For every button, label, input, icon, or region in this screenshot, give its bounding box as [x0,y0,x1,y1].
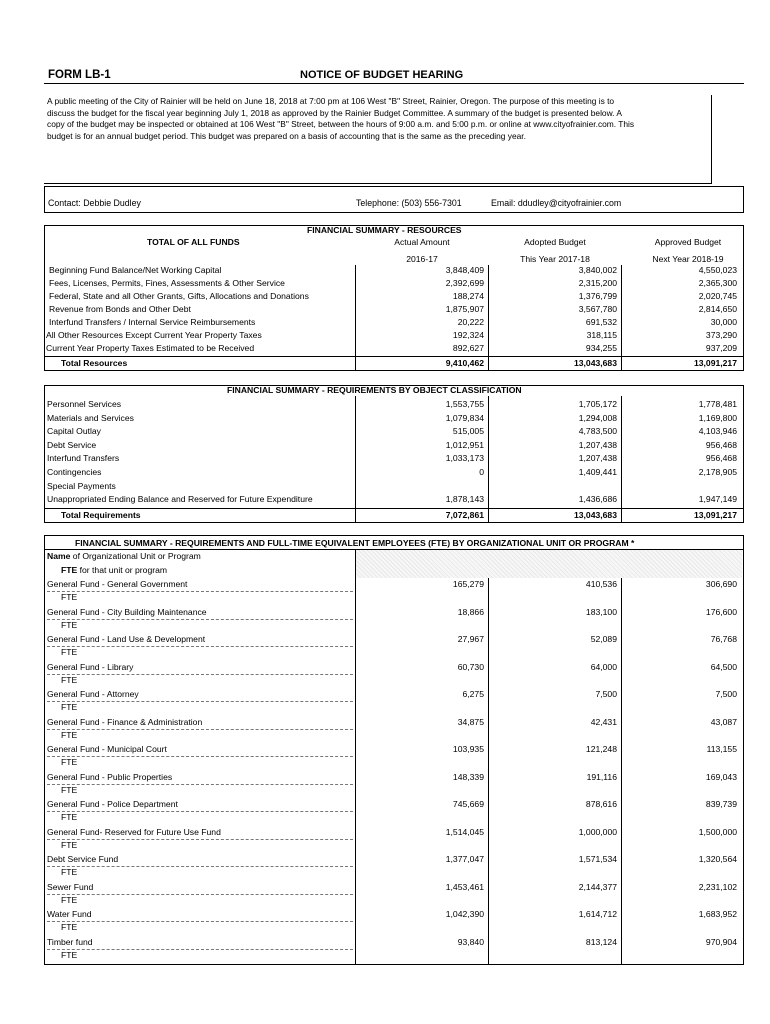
fte-label: FTE [61,922,78,932]
row-separator [47,866,353,867]
fte-unit-label: General Fund - Finance & Administration [47,716,203,727]
table-cell-adopted: 1,705,172 [578,399,617,409]
table-cell-adopted: 4,783,500 [578,426,617,437]
resources-total-label: Total Resources [61,358,128,368]
fte-sub-header [61,565,167,576]
row-separator [47,646,353,647]
row-separator [47,949,353,950]
table-cell-adopted: 934,255 [585,343,617,353]
fte-table [44,535,744,965]
fte-unit-label: Timber fund [47,936,93,947]
fte-unit-approved: 839,739 [705,799,737,809]
col-header-approved-year: Next Year 2018-19 [652,254,724,264]
fte-title: FINANCIAL SUMMARY - REQUIREMENTS AND FULL-TIME EQUIVALENT EMPLOYEES (FTE) BY ORGANIZATIONAL UNIT OR PROGRAM * [75,538,635,548]
table-row-label: Capital Outlay [47,426,101,437]
table-row-label: Unappropriated Ending Balance and Reserved for Future Expenditure [47,494,313,505]
table-cell-approved: 2,178,905 [698,467,737,477]
fte-unit-adopted: 1,000,000 [578,826,617,837]
row-separator [47,839,353,840]
intro-paragraph [44,95,712,184]
row-separator [47,591,353,592]
table-row-label: Materials and Services [47,412,134,423]
table-cell-actual: 1,875,907 [445,304,484,314]
fte-unit-label: General Fund- Reserved for Future Use Fund [47,826,221,837]
row-separator [47,756,353,757]
resources-total-approved: 13,091,217 [693,358,737,368]
fte-unit-approved: 43,087 [710,716,737,727]
fte-unit-label: Sewer Fund [47,881,94,892]
fte-unit-actual: 93,840 [457,936,484,947]
table-cell-approved: 956,468 [705,453,737,464]
fte-unit-approved: 176,600 [705,606,737,617]
fte-label: FTE [61,729,78,740]
row-separator [47,784,353,785]
fte-unit-actual: 18,866 [457,606,484,617]
fte-unit-actual: 103,935 [452,744,484,754]
fte-name-header-rest: of Organizational Unit or Program [70,551,201,561]
col-header-adopted: Adopted Budget [524,237,586,247]
table-row-label: Special Payments [47,480,116,491]
fte-unit-adopted: 121,248 [585,744,617,754]
fte-unit-adopted: 191,116 [586,771,617,782]
fte-unit-label: General Fund - Municipal Court [47,744,167,754]
table-cell-actual: 1,553,755 [445,399,484,409]
fte-sub-header-bold: FTE [61,565,78,575]
fte-unit-adopted: 64,000 [590,661,617,672]
resources-label-header: TOTAL OF ALL FUNDS [147,237,240,247]
intro-line: budget is for an annual budget period. This budget was prepared on a basis of accounting that is the same as the preceding year. [47,130,526,141]
column-divider [621,578,622,965]
table-cell-adopted: 691,532 [585,317,617,327]
fte-name-header-bold: Name [47,551,71,561]
fte-unit-actual: 34,875 [457,716,484,727]
intro-line: discuss the budget for the fiscal year beginning July 1, 2018 as approved by the Rainier Budget Committee. A summary of the budget is presented below. A [47,107,622,118]
fte-label: FTE [61,674,78,685]
fte-unit-approved: 7,500 [715,689,737,699]
contact-box [44,186,744,213]
table-cell-approved: 1,778,481 [698,399,737,409]
fte-header-divider [45,549,743,550]
table-cell-actual: 3,848,409 [445,265,484,275]
table-row-label: Interfund Transfers [47,453,120,464]
requirements-total-actual: 7,072,861 [445,510,484,520]
fte-unit-actual: 1,453,461 [445,881,484,892]
fte-header-shade [356,550,742,578]
fte-unit-adopted: 410,536 [585,579,617,589]
table-cell-actual: 192,324 [452,330,484,340]
fte-label: FTE [61,647,78,657]
fte-label: FTE [61,757,78,767]
table-cell-approved: 4,550,023 [698,265,737,275]
col-header-actual: Actual Amount [394,237,450,247]
resources-total-actual: 9,410,462 [445,358,484,368]
table-cell-approved: 937,209 [705,343,737,353]
table-row-label: Revenue from Bonds and Other Debt [49,304,191,314]
column-divider [621,396,622,523]
fte-label: FTE [61,592,78,602]
column-divider [355,549,356,965]
table-cell-actual: 2,392,699 [445,278,484,288]
resources-title: FINANCIAL SUMMARY - RESOURCES [307,225,462,235]
row-separator [47,674,353,675]
column-divider [355,396,356,523]
fte-unit-approved: 1,683,952 [698,909,737,919]
contact-telephone: Telephone: (503) 556-7301 [356,198,462,208]
fte-unit-label: General Fund - Public Properties [47,771,173,782]
table-cell-adopted: 3,840,002 [578,265,617,275]
fte-unit-adopted: 1,571,534 [578,854,617,864]
table-row-label: Interfund Transfers / Internal Service Reimbursements [49,317,256,327]
fte-label: FTE [61,702,78,712]
fte-unit-approved: 169,043 [705,771,737,782]
fte-unit-label: General Fund - Attorney [47,689,139,699]
table-cell-approved: 30,000 [710,317,737,327]
fte-name-header [47,551,201,562]
fte-unit-label: Debt Service Fund [47,854,119,864]
fte-unit-approved: 1,320,564 [698,854,737,864]
column-divider [488,396,489,523]
fte-label: FTE [61,894,78,905]
table-cell-approved: 956,468 [705,439,737,450]
table-cell-actual: 20,222 [457,317,484,327]
fte-unit-approved: 2,231,102 [698,881,737,892]
resources-table [44,225,744,371]
table-cell-adopted: 2,315,200 [578,278,617,288]
requirements-title: FINANCIAL SUMMARY - REQUIREMENTS BY OBJECT CLASSIFICATION [227,385,522,395]
fte-unit-label: Water Fund [47,909,92,919]
table-cell-approved: 1,947,149 [698,494,737,505]
fte-unit-actual: 27,967 [457,634,484,644]
fte-unit-label: General Fund - Land Use & Development [47,634,206,644]
fte-label: FTE [61,619,78,630]
row-separator [47,729,353,730]
requirements-total-adopted: 13,043,683 [573,510,617,520]
fte-unit-adopted: 878,616 [585,799,617,809]
table-cell-approved: 4,103,946 [698,426,737,437]
table-row-label: Beginning Fund Balance/Net Working Capital [49,265,222,275]
total-divider [45,356,743,357]
fte-unit-actual: 6,275 [462,689,484,699]
fte-unit-actual: 165,279 [452,579,484,589]
table-row-label: Contingencies [47,467,102,477]
fte-unit-approved: 306,690 [705,579,737,589]
fte-unit-approved: 970,904 [705,936,737,947]
table-cell-actual: 0 [479,467,484,477]
total-divider [45,508,743,509]
fte-label: FTE [61,949,78,960]
table-row-label: Federal, State and all Other Grants, Gifts, Allocations and Donations [49,291,309,301]
table-cell-approved: 2,814,650 [698,304,737,314]
fte-unit-approved: 76,768 [710,634,737,644]
fte-unit-adopted: 42,431 [590,716,617,727]
fte-unit-adopted: 183,100 [585,606,617,617]
fte-unit-adopted: 52,089 [590,634,617,644]
fte-label: FTE [61,812,78,822]
row-separator [47,894,353,895]
fte-unit-actual: 1,377,047 [445,854,484,864]
fte-sub-header-rest: for that unit or program [77,565,168,575]
fte-unit-adopted: 7,500 [595,689,617,699]
contact-email: Email: ddudley@cityofrainier.com [491,198,622,208]
table-cell-actual: 892,627 [452,343,484,353]
table-cell-adopted: 1,294,008 [578,412,617,423]
table-cell-actual: 515,005 [452,426,484,437]
column-divider [488,578,489,965]
page-title: NOTICE OF BUDGET HEARING [300,69,464,81]
table-cell-adopted: 318,115 [586,330,617,340]
fte-label: FTE [61,839,78,850]
table-cell-adopted: 1,207,438 [578,439,617,450]
row-separator [47,701,353,702]
contact-name: Contact: Debbie Dudley [48,198,141,208]
fte-unit-label: General Fund - General Government [47,579,188,589]
table-cell-actual: 1,079,834 [445,412,484,423]
requirements-total-approved: 13,091,217 [693,510,737,520]
col-header-approved: Approved Budget [654,237,722,247]
fte-label: FTE [61,867,78,877]
table-cell-actual: 1,033,173 [445,453,484,464]
table-row-label: Fees, Licenses, Permits, Fines, Assessments & Other Service [49,278,285,288]
fte-unit-actual: 60,730 [457,661,484,672]
fte-unit-adopted: 2,144,377 [578,881,617,892]
table-cell-adopted: 1,207,438 [578,453,617,464]
fte-unit-actual: 1,514,045 [445,826,484,837]
table-cell-adopted: 1,436,686 [578,494,617,505]
table-cell-actual: 188,274 [452,291,484,301]
row-separator [47,619,353,620]
col-header-adopted-year: This Year 2017-18 [520,254,590,264]
fte-unit-actual: 148,339 [452,771,484,782]
fte-label: FTE [61,784,78,795]
table-cell-actual: 1,012,951 [445,439,484,450]
intro-line: A public meeting of the City of Rainier will be held on June 18, 2018 at 7:00 pm at 106 West "B" Street, Rainier, Oregon. The purpose of this meeting is to [47,96,615,106]
table-row-label: All Other Resources Except Current Year Property Taxes [46,330,262,340]
resources-total-adopted: 13,043,683 [573,358,617,368]
table-row-label: Current Year Property Taxes Estimated to be Received [46,343,255,353]
form-id: FORM LB-1 [48,69,111,81]
fte-unit-label: General Fund - Police Department [47,799,178,809]
intro-line: copy of the budget may be inspected or obtained at 106 West "B" Street, between the hours of 9:00 a.m. and 5:00 p.m. or online at www.cityofrainier.com. This [47,119,635,130]
fte-unit-label: General Fund - Library [47,661,134,672]
requirements-total-label: Total Requirements [61,510,141,520]
fte-unit-approved: 64,500 [710,661,737,672]
table-cell-adopted: 1,409,441 [578,467,617,477]
row-separator [47,811,353,812]
table-cell-approved: 1,169,800 [698,412,737,423]
fte-unit-actual: 745,669 [452,799,484,809]
table-cell-actual: 1,878,143 [445,494,484,505]
table-row-label: Debt Service [47,439,97,450]
fte-unit-approved: 1,500,000 [698,826,737,837]
table-cell-approved: 2,365,300 [698,278,737,288]
table-cell-adopted: 3,567,780 [578,304,617,314]
row-separator [47,921,353,922]
table-cell-adopted: 1,376,799 [578,291,617,301]
col-header-actual-year: 2016-17 [406,254,438,264]
table-cell-approved: 2,020,745 [698,291,737,301]
requirements-table [44,385,744,523]
fte-unit-label: General Fund - City Building Maintenance [47,606,207,617]
fte-unit-adopted: 1,614,712 [578,909,617,919]
table-row-label: Personnel Services [47,399,122,409]
header-divider [44,83,744,84]
fte-unit-approved: 113,155 [706,744,737,754]
fte-unit-adopted: 813,124 [585,936,617,947]
fte-unit-actual: 1,042,390 [445,909,484,919]
table-cell-approved: 373,290 [705,330,737,340]
